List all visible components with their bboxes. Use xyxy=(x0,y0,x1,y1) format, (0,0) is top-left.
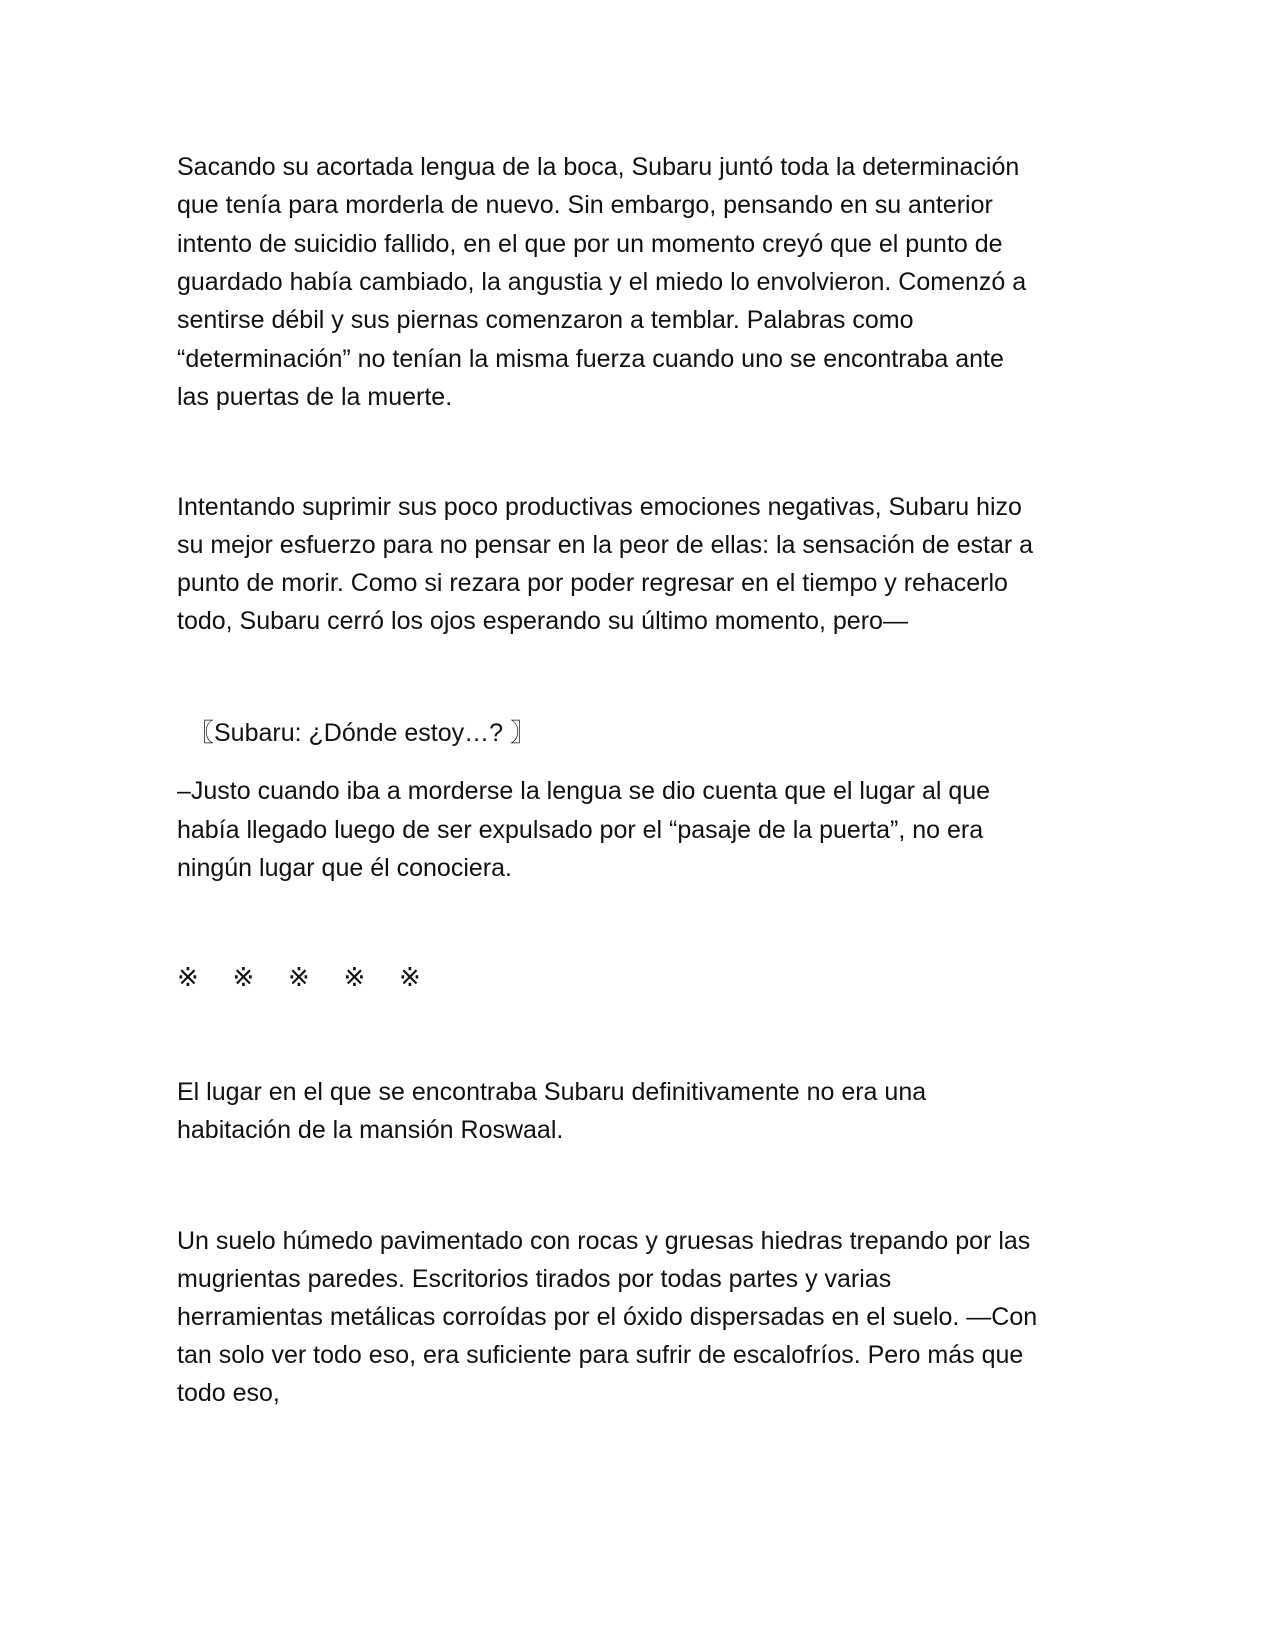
separator-mark: ※ xyxy=(288,963,310,993)
separator-mark: ※ xyxy=(177,963,199,993)
text-line: herramientas metálicas corroídas por el óxido dispersadas en el suelo. —Con xyxy=(177,1303,1038,1331)
text-line: Intentando suprimir sus poco productivas emociones negativas, Subaru hizo xyxy=(177,493,1022,521)
text-line: había llegado luego de ser expulsado por el “pasaje de la puerta”, no era xyxy=(177,816,984,844)
text-line: El lugar en el que se encontraba Subaru definitivamente no era una xyxy=(177,1078,927,1106)
scene-separator xyxy=(177,963,455,993)
text-line: –Justo cuando iba a morderse la lengua se dio cuenta que el lugar al que xyxy=(177,777,991,805)
dialogue-line: 〖Subaru: ¿Dónde estoy…? 〗 xyxy=(189,719,535,747)
text-line: punto de morir. Como si rezara por poder regresar en el tiempo y rehacerlo xyxy=(177,569,1008,597)
text-line: guardado había cambiado, la angustia y el miedo lo envolvieron. Comenzó a xyxy=(177,268,1027,296)
text-line: las puertas de la muerte. xyxy=(177,383,453,411)
text-line: habitación de la mansión Roswaal. xyxy=(177,1116,564,1144)
text-line: sentirse débil y sus piernas comenzaron a temblar. Palabras como xyxy=(177,306,914,334)
text-line: intento de suicidio fallido, en el que por un momento creyó que el punto de xyxy=(177,230,1003,258)
text-line: tan solo ver todo eso, era suficiente para sufrir de escalofríos. Pero más que xyxy=(177,1341,1024,1369)
separator-mark: ※ xyxy=(232,963,255,993)
text-line: mugrientas paredes. Escritorios tirados por todas partes y varias xyxy=(177,1265,892,1293)
text-line: Un suelo húmedo pavimentado con rocas y gruesas hiedras trepando por las xyxy=(177,1227,1031,1255)
text-line: todo, Subaru cerró los ojos esperando su último momento, pero— xyxy=(177,607,908,635)
text-line: ningún lugar que él conociera. xyxy=(177,854,512,882)
text-line: que tenía para morderla de nuevo. Sin embargo, pensando en su anterior xyxy=(177,191,993,219)
separator-mark: ※ xyxy=(343,963,366,993)
text-line: su mejor esfuerzo para no pensar en la peor de ellas: la sensación de estar a xyxy=(177,531,1034,559)
separator-mark: ※ xyxy=(399,963,421,993)
text-line: Sacando su acortada lengua de la boca, Subaru juntó toda la determinación xyxy=(177,153,1020,181)
text-line: todo eso, xyxy=(177,1379,280,1407)
text-line: “determinación” no tenían la misma fuerza cuando uno se encontraba ante xyxy=(177,345,1004,373)
